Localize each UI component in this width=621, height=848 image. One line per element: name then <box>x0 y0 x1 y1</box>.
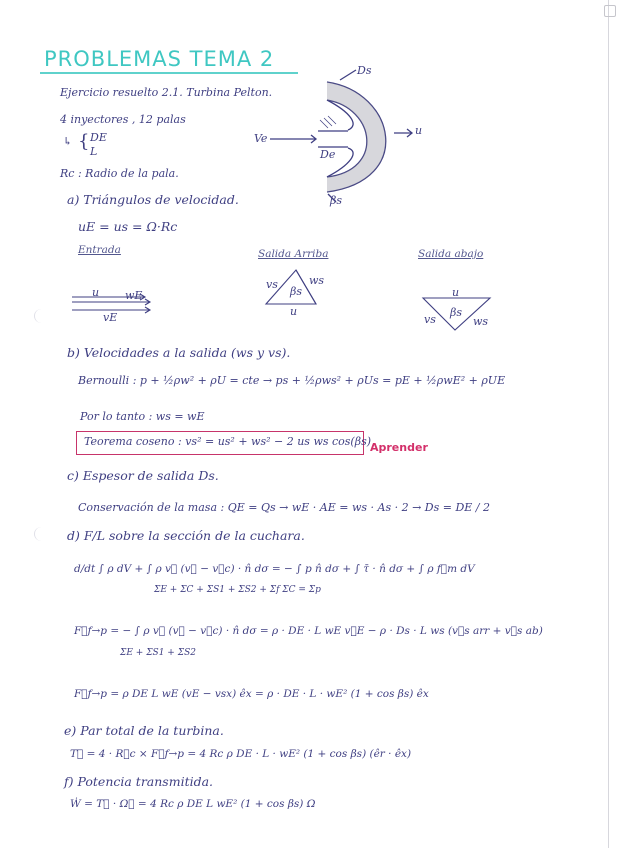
tri-abajo-beta: βs <box>450 306 463 319</box>
power-equation: Ẇ = T⃗ · Ω⃗ = 4 Rc ρ DE L wE² (1 + cos βs) Ω <box>70 798 316 810</box>
note-aprender: Aprender <box>370 441 428 454</box>
momentum-equation-limits: ΣE + ΣC + ΣS1 + ΣS2 + Σf ΣC = Σp <box>154 585 321 595</box>
bernoulli-equation: Bernoulli : p + ½ρw² + ρU = cte → ps + ½ρws² + ρUs = pE + ½ρwE² + ρUE <box>78 374 506 387</box>
exercise-title: Ejercicio resuelto 2.1. Turbina Pelton. <box>60 86 273 99</box>
section-a-heading: a) Triángulos de velocidad. <box>67 192 239 207</box>
rc-definition: Rc : Radio de la pala. <box>60 167 179 180</box>
label-salida-abajo: Salida abajo <box>418 248 484 260</box>
force-equation: F⃗f→p = − ∫ ρ v⃗ (v⃗ − v⃗c) · n̂ dσ = ρ · DE · L wE v⃗E − ρ · Ds · L ws (v⃗s arr + v⃗s ab) <box>74 625 543 637</box>
tri-arriba-beta: βs <box>290 285 303 298</box>
figure-ds-label: Ds <box>357 64 372 77</box>
page-title: PROBLEMAS TEMA 2 <box>44 47 275 71</box>
tri-abajo-u: u <box>452 286 460 299</box>
figure-de-label: De <box>320 148 336 161</box>
conclusion-ws-we: Por lo tanto : ws = wE <box>80 410 205 423</box>
tri-abajo-vs: vs <box>424 313 436 326</box>
label-salida-arriba: Salida Arriba <box>258 248 329 260</box>
tri-entrada-we: wE <box>125 289 143 302</box>
force-result: F⃗f→p = ρ DE L wE (vE − vsx) êx = ρ · DE · L · wE² (1 + cos βs) êx <box>74 688 429 700</box>
section-a-equation: uE = us = Ω·Rc <box>78 219 178 234</box>
cosine-theorem: Teorema coseno : vs² = us² + ws² − 2 us ws cos(βs) <box>84 435 372 448</box>
section-f-heading: f) Potencia transmitida. <box>64 774 214 789</box>
tri-arriba-ws: ws <box>309 274 325 287</box>
brace: { <box>78 131 90 152</box>
torque-equation: T⃗ = 4 · R⃗c × F⃗f→p = 4 Rc ρ DE · L · wE² (1 + cos βs) (êr · êx) <box>70 748 412 760</box>
tri-entrada-ve: vE <box>103 311 118 324</box>
given-var-l: L <box>90 145 98 158</box>
tri-abajo-ws: ws <box>473 315 489 328</box>
momentum-equation: d/dt ∫ ρ dV + ∫ ρ v⃗ (v⃗ − v⃗c) · n̂ dσ = − ∫ p n̂ dσ + ∫ τ̄ · n̂ dσ + ∫ ρ f⃗m dV <box>74 563 475 575</box>
figure-u-label: u <box>415 124 423 137</box>
force-equation-limits: ΣE + ΣS1 + ΣS2 <box>120 648 196 658</box>
given-var-de: DE <box>90 131 107 144</box>
section-c-heading: c) Espesor de salida Ds. <box>67 468 219 483</box>
figure-beta-label: βs <box>330 194 343 207</box>
given-arrow: ↳ <box>63 135 73 148</box>
tri-arriba-u: u <box>290 305 298 318</box>
figure-ve-label: Ve <box>254 132 268 145</box>
tri-entrada-u: u <box>92 286 100 299</box>
label-entrada: Entrada <box>78 244 121 256</box>
section-d-heading: d) F/L sobre la sección de la cuchara. <box>67 528 305 543</box>
section-e-heading: e) Par total de la turbina. <box>64 723 224 738</box>
given-data: 4 inyectores , 12 palas <box>60 113 186 126</box>
section-b-heading: b) Velocidades a la salida (ws y vs). <box>67 345 291 360</box>
mass-conservation: Conservación de la masa : QE = Qs → wE · AE = ws · As · 2 → Ds = DE / 2 <box>78 501 491 514</box>
tri-arriba-vs: vs <box>266 278 278 291</box>
